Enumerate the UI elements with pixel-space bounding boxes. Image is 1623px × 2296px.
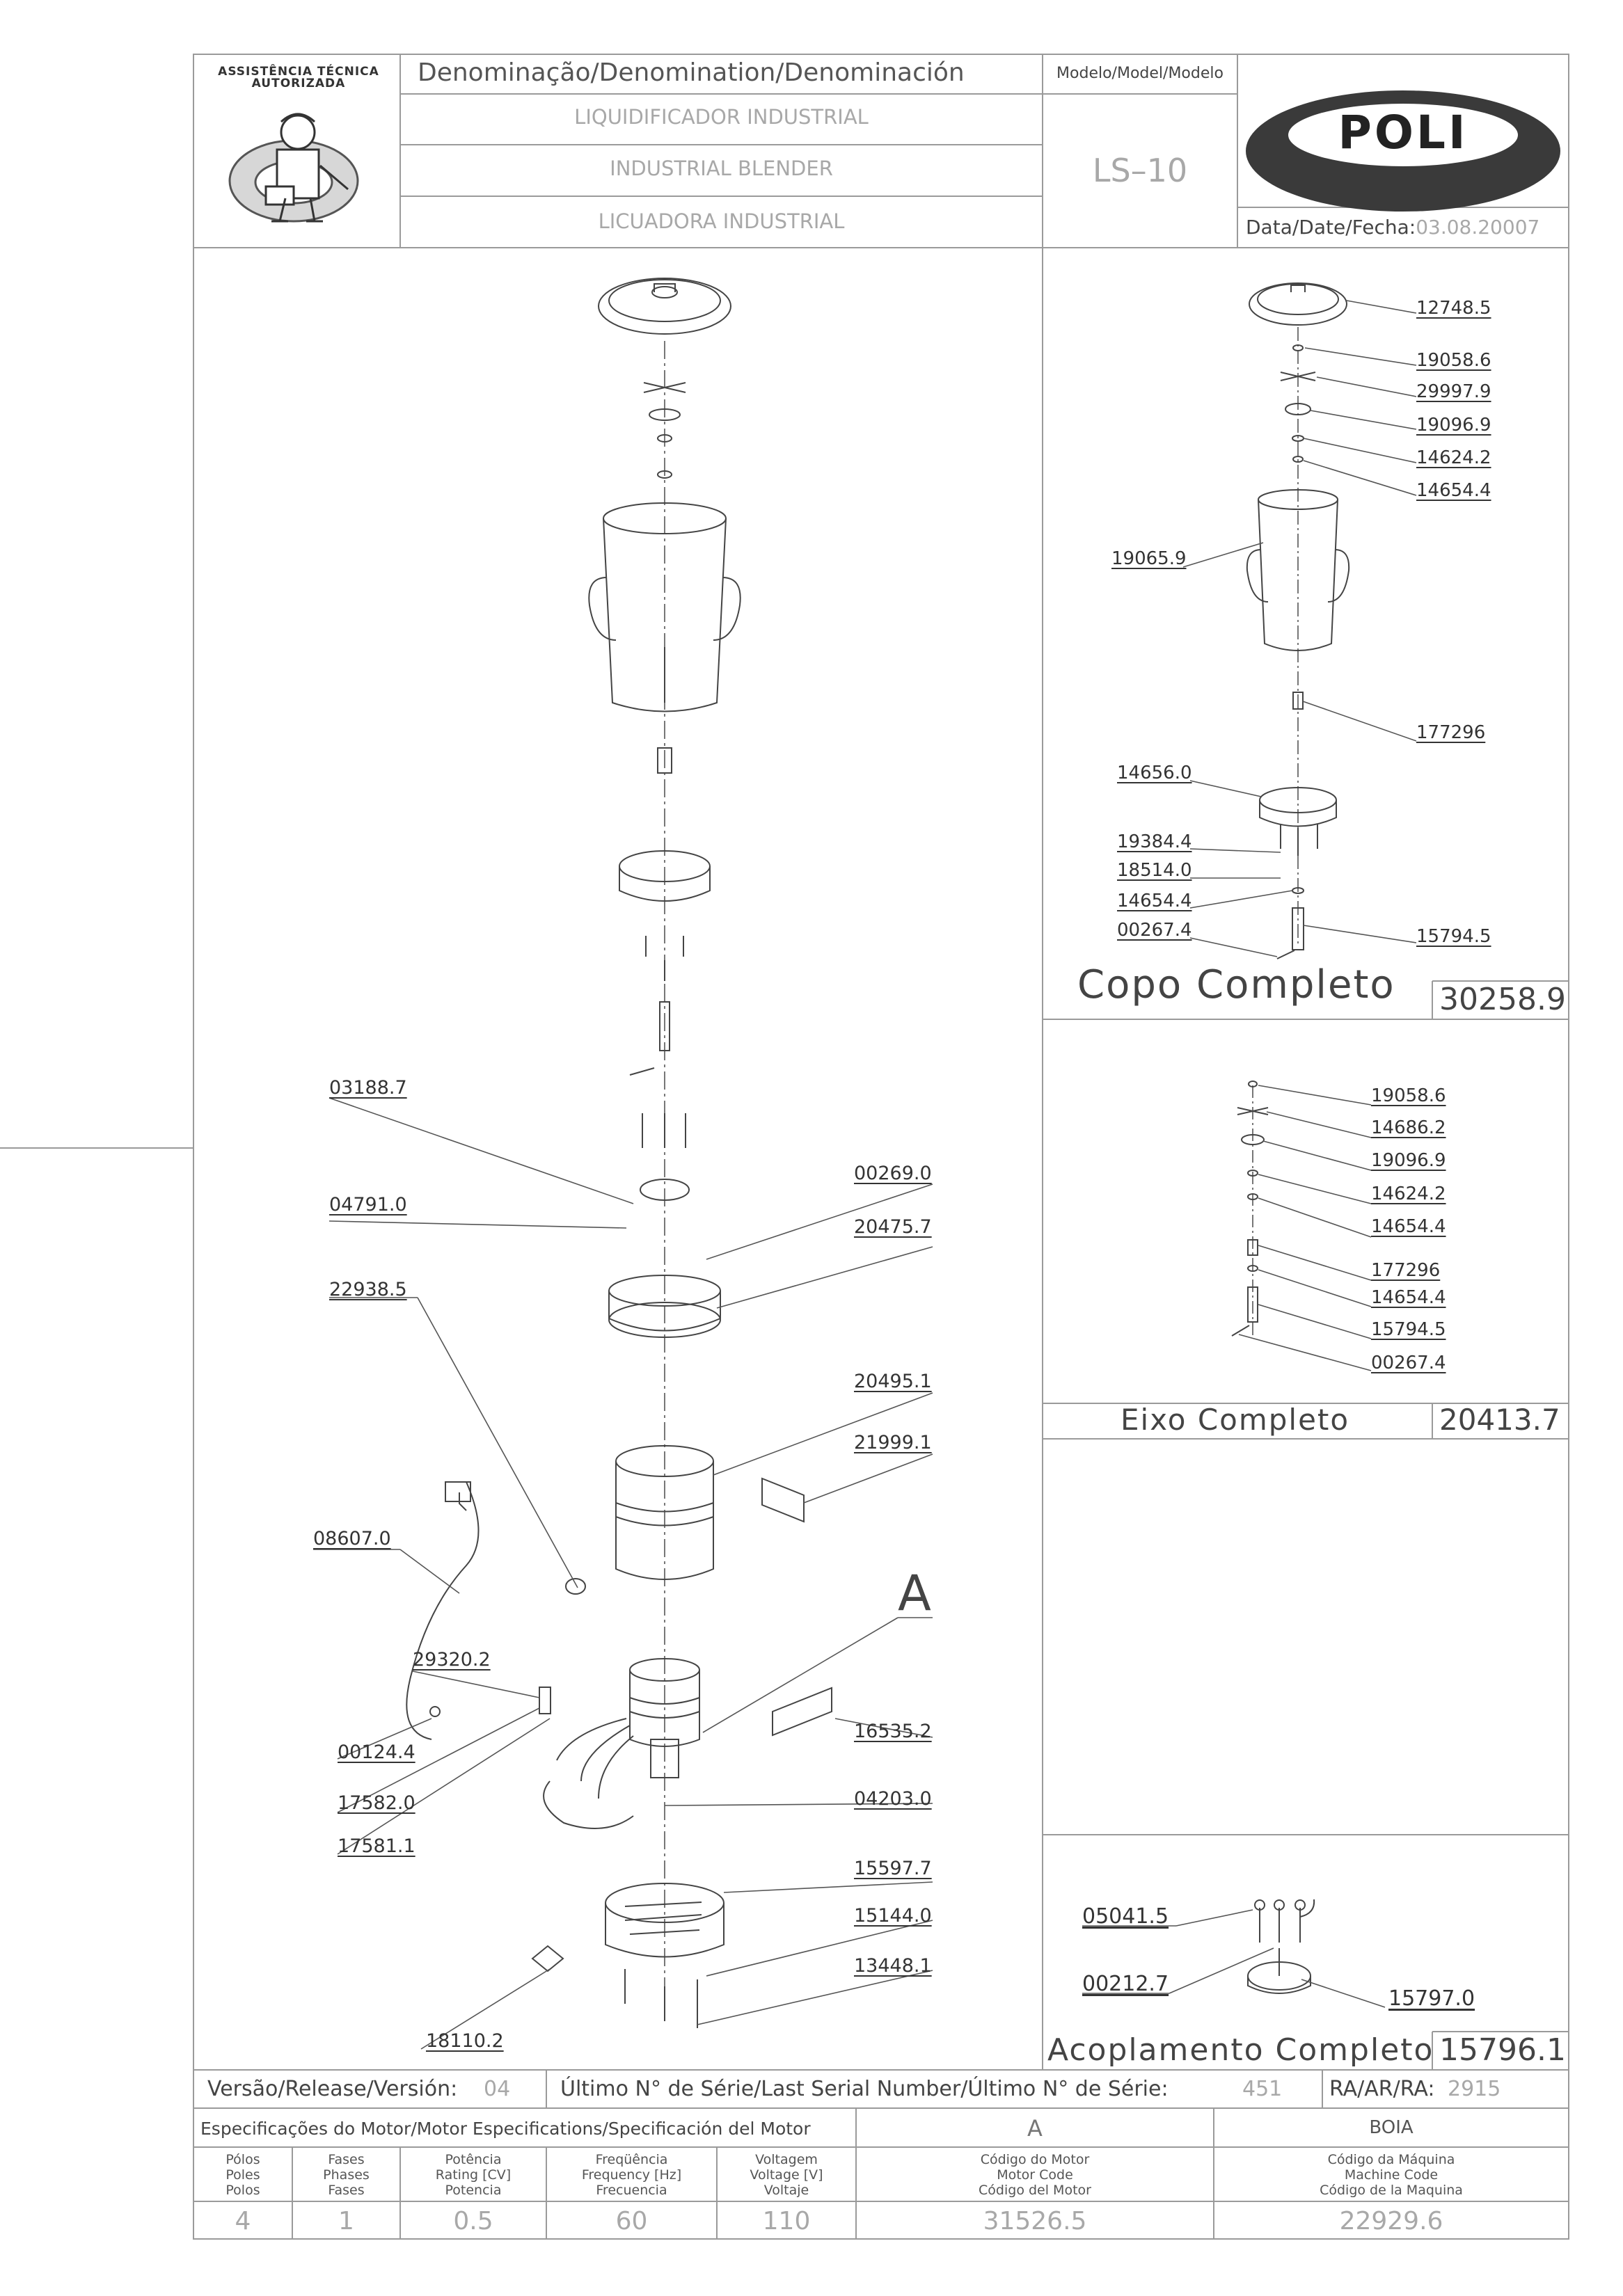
- spec-header-motor-code: [856, 2152, 1214, 2198]
- spec-header-rating: [400, 2152, 546, 2198]
- spec-header-line: Rating [CV]: [435, 2167, 512, 2183]
- part-label: 22938.5: [329, 1279, 407, 1300]
- release-label: Versão/Release/Versión:: [207, 2077, 458, 2101]
- spec-header-line: Código do Motor: [980, 2152, 1090, 2167]
- denomination-label: Denominação/Denomination/Denominación: [418, 58, 965, 87]
- spec-header-line: Potencia: [445, 2183, 502, 2198]
- spec-header-line: Motor Code: [997, 2167, 1073, 2183]
- part-label: 29997.9: [1416, 381, 1491, 402]
- acoplamento-completo-drawing: [1248, 1899, 1314, 1993]
- spec-header-line: Machine Code: [1344, 2167, 1439, 2183]
- copo-completo-drawing: [1247, 283, 1349, 959]
- part-label: 15794.5: [1371, 1319, 1446, 1340]
- part-label: 17581.1: [338, 1835, 415, 1857]
- part-label: 19096.9: [1416, 415, 1491, 436]
- part-label: 19096.9: [1371, 1150, 1446, 1171]
- part-label: 15797.0: [1388, 1986, 1475, 2011]
- machine-col-header: BOIA: [1369, 2117, 1414, 2138]
- date-label: Data/Date/Fecha:: [1246, 216, 1416, 239]
- date-row: [1246, 218, 1539, 237]
- model-value: LS–10: [1092, 152, 1188, 189]
- part-label: 00267.4: [1371, 1353, 1446, 1373]
- part-label: 08607.0: [313, 1528, 391, 1549]
- part-label: 12748.5: [1416, 298, 1491, 319]
- part-label: 13448.1: [854, 1955, 932, 1977]
- spec-header-line: Freqüência: [595, 2152, 668, 2167]
- eixo-completo-code: 20413.7: [1439, 1403, 1560, 1437]
- denomination-pt: LIQUIDIFICADOR INDUSTRIAL: [574, 105, 869, 129]
- spec-header-line: Fases: [328, 2183, 365, 2198]
- part-label: 14654.4: [1416, 480, 1491, 501]
- part-label: 14654.4: [1371, 1287, 1446, 1308]
- spec-header-line: Código del Motor: [979, 2183, 1091, 2198]
- spec-header-line: Voltaje: [763, 2183, 809, 2198]
- part-label: 03188.7: [329, 1077, 407, 1099]
- eixo-leaders: [1239, 1085, 1371, 1371]
- spec-value-voltage: 110: [762, 2207, 811, 2235]
- spec-header-line: Fases: [328, 2152, 365, 2167]
- acoplamento-completo-code: 15796.1: [1439, 2032, 1566, 2068]
- spec-header-machine-code: [1214, 2152, 1569, 2198]
- motor-col-header: A: [1027, 2115, 1043, 2142]
- spec-header-voltage: [717, 2152, 856, 2198]
- spec-header-line: Frecuencia: [596, 2183, 667, 2198]
- part-label: 16535.2: [854, 1721, 932, 1742]
- spec-header-line: Potência: [445, 2152, 502, 2167]
- part-label: 14686.2: [1371, 1117, 1446, 1138]
- spec-header-line: Phases: [323, 2167, 370, 2183]
- spec-header-line: Poles: [225, 2167, 260, 2183]
- copo-completo-code: 30258.9: [1439, 982, 1566, 1017]
- part-label: 14624.2: [1371, 1183, 1446, 1204]
- part-label: 15144.0: [854, 1905, 932, 1927]
- main-leaders: [313, 1098, 933, 2052]
- part-label: 04791.0: [329, 1194, 407, 1215]
- copo-completo-title: Copo Completo: [1077, 962, 1395, 1007]
- part-label: 18110.2: [426, 2030, 504, 2052]
- copo-leaders: [1183, 301, 1416, 957]
- release-value: 04: [484, 2077, 511, 2101]
- spec-header-frequency: [546, 2152, 717, 2198]
- spec-value-motor-code: 31526.5: [983, 2207, 1087, 2235]
- part-label: 19058.6: [1416, 350, 1491, 371]
- spec-value-rating: 0.5: [453, 2207, 493, 2235]
- serial-value: 451: [1242, 2077, 1283, 2101]
- ra-value: 2915: [1448, 2077, 1501, 2101]
- spec-value-machine-code: 22929.6: [1339, 2207, 1443, 2235]
- part-label: 14656.0: [1117, 763, 1192, 783]
- ra-label: RA/AR/RA:: [1329, 2077, 1435, 2101]
- eixo-completo-title: Eixo Completo: [1121, 1403, 1350, 1437]
- part-label: 04203.0: [854, 1788, 932, 1810]
- spec-header-line: Pólos: [225, 2152, 260, 2167]
- part-label: 18514.0: [1117, 860, 1192, 881]
- spec-header-line: Código da Máquina: [1327, 2152, 1455, 2167]
- denomination-es: LICUADORA INDUSTRIAL: [598, 209, 845, 233]
- spec-header-line: Voltage [V]: [750, 2167, 823, 2183]
- part-label: 14654.4: [1117, 891, 1192, 911]
- part-label: 00269.0: [854, 1163, 932, 1184]
- spec-value-frequency: 60: [615, 2207, 648, 2235]
- part-label: 20495.1: [854, 1371, 932, 1392]
- denomination-en: INDUSTRIAL BLENDER: [610, 157, 833, 180]
- part-label: 177296: [1371, 1260, 1441, 1281]
- serial-label: Último N° de Série/Last Serial Number/Último N° de Série:: [560, 2077, 1169, 2101]
- date-value: 03.08.20007: [1416, 216, 1540, 239]
- part-label: 14624.2: [1416, 447, 1491, 468]
- eixo-completo-drawing: [1232, 1081, 1268, 1336]
- spec-value-poles: 4: [235, 2207, 251, 2235]
- part-label: 17582.0: [338, 1792, 415, 1814]
- part-label: 00267.4: [1117, 920, 1192, 941]
- part-label: 21999.1: [854, 1432, 932, 1453]
- part-label: 05041.5: [1082, 1904, 1169, 1929]
- badge-text: ASSISTÊNCIA TÉCNICA AUTORIZADA: [218, 65, 379, 90]
- motor-spec-label: Especificações do Motor/Motor Especifications/Specificación del Motor: [200, 2119, 811, 2139]
- spec-header-line: Voltagem: [755, 2152, 818, 2167]
- main-exploded-view: [406, 278, 832, 2028]
- part-label: 19384.4: [1117, 831, 1192, 852]
- spec-header-line: Frequency [Hz]: [581, 2167, 682, 2183]
- spec-header-line: Código de la Maquina: [1320, 2183, 1463, 2198]
- spec-header-line: Polos: [225, 2183, 260, 2198]
- spec-header-phases: [292, 2152, 400, 2198]
- part-label: 14654.4: [1371, 1216, 1446, 1237]
- part-label: 00212.7: [1082, 1972, 1169, 1996]
- part-label: 177296: [1416, 722, 1486, 743]
- part-label: 19065.9: [1111, 548, 1187, 569]
- motor-detail-marker: A: [898, 1565, 931, 1622]
- part-label: 15794.5: [1416, 926, 1491, 947]
- part-label: 00124.4: [338, 1741, 415, 1763]
- spec-value-phases: 1: [338, 2207, 354, 2235]
- mechanic-badge-drawing: [230, 114, 358, 221]
- part-label: 19058.6: [1371, 1085, 1446, 1106]
- part-label: 29320.2: [413, 1649, 491, 1671]
- part-label: 15597.7: [854, 1858, 932, 1879]
- model-label: Modelo/Model/Modelo: [1056, 65, 1224, 82]
- spec-header-poles: [193, 2152, 292, 2198]
- poli-logo: POLI: [1338, 106, 1468, 159]
- part-label: 20475.7: [854, 1216, 932, 1238]
- acoplamento-completo-title: Acoplamento Completo: [1047, 2032, 1434, 2068]
